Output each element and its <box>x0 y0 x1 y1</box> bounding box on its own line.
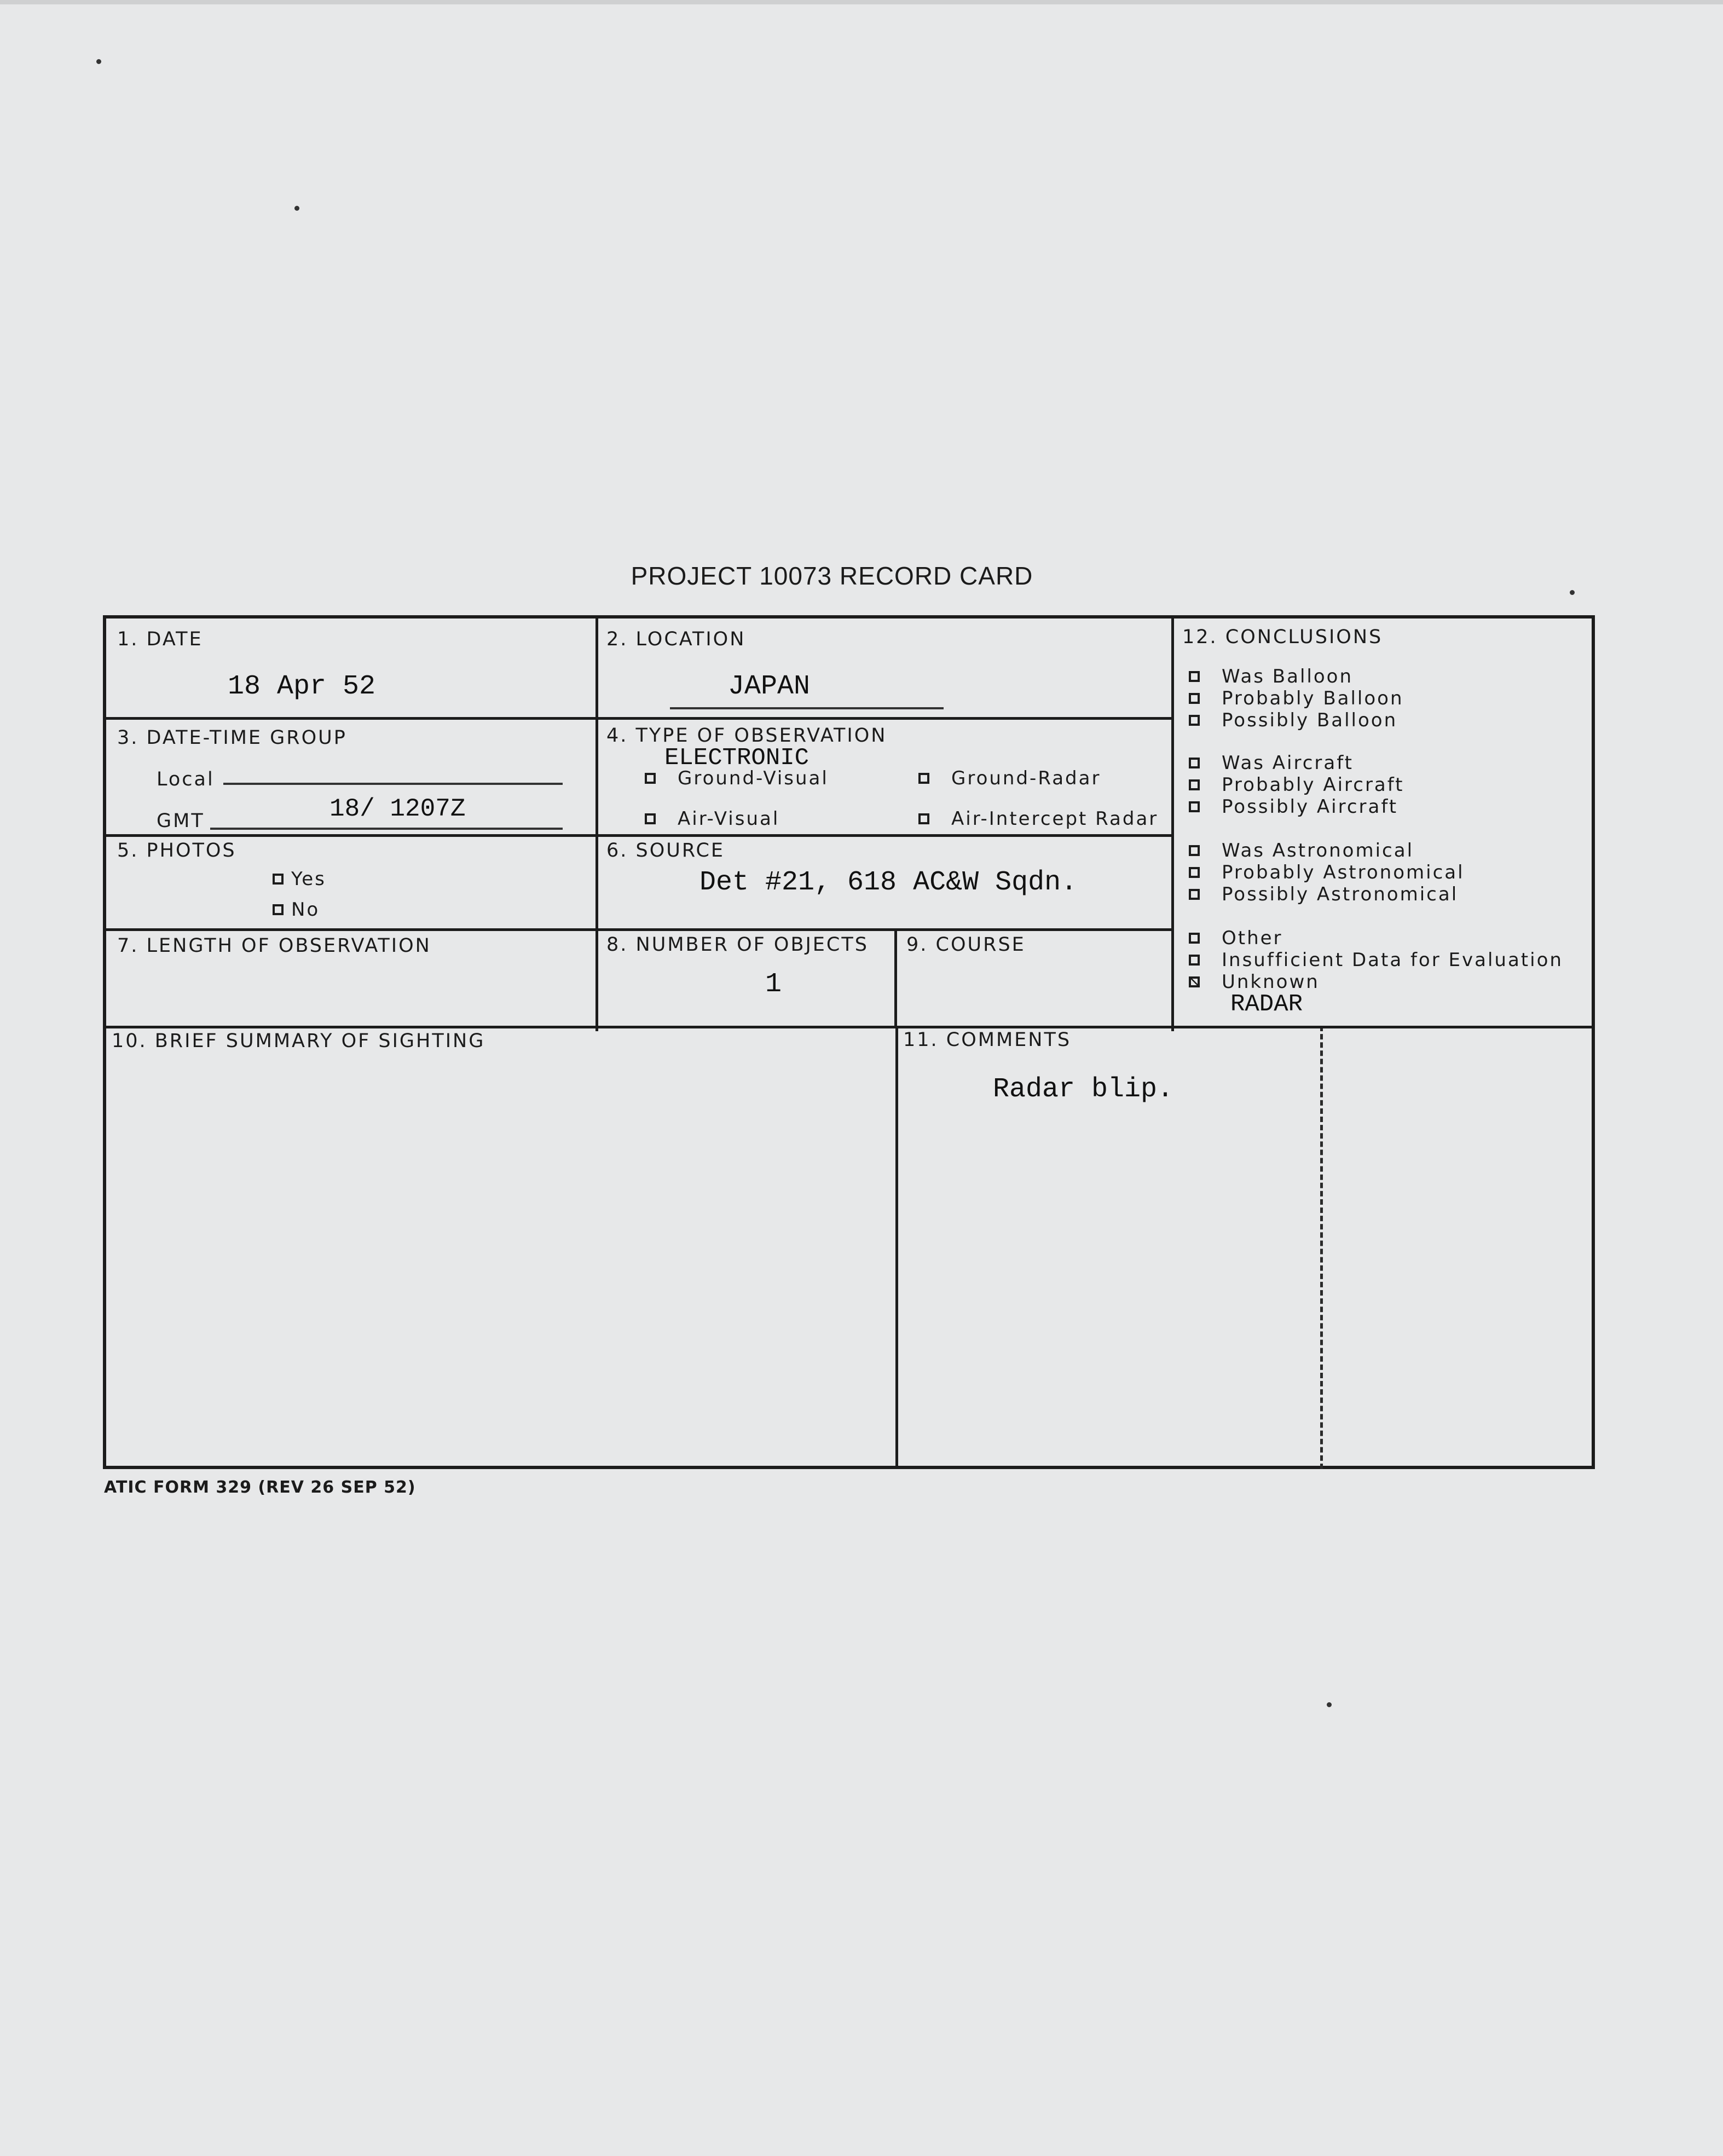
option-ground-visual[interactable]: Ground-Visual <box>645 767 829 789</box>
conclusion-was-balloon[interactable]: Was Balloon <box>1189 666 1353 687</box>
source-label: 6. SOURCE <box>606 840 725 862</box>
card-title: PROJECT 10073 RECORD CARD <box>631 562 1033 590</box>
conclusion-probably-astronomical[interactable]: Probably Astronomical <box>1189 862 1465 883</box>
checkbox-icon[interactable] <box>1189 889 1200 900</box>
divider-h-row2 <box>106 834 1172 837</box>
location-value: JAPAN <box>728 671 811 702</box>
conclusion-was-astronomical[interactable]: Was Astronomical <box>1189 840 1414 862</box>
checkbox-icon[interactable] <box>1189 715 1200 726</box>
checkbox-icon[interactable] <box>1189 693 1200 704</box>
conclusion-insufficient-data[interactable]: Insufficient Data for Evaluation <box>1189 949 1563 971</box>
divider-h-row3 <box>106 928 1172 931</box>
divider-v-comments <box>895 1026 898 1469</box>
brief-summary-label: 10. BRIEF SUMMARY OF SIGHTING <box>112 1030 485 1052</box>
checkbox-icon[interactable] <box>1189 867 1200 878</box>
conclusion-other[interactable]: Other <box>1189 927 1283 949</box>
location-label: 2. LOCATION <box>606 628 746 650</box>
checkbox-icon[interactable] <box>1189 779 1200 790</box>
photos-yes[interactable]: Yes <box>273 868 326 890</box>
divider-v-course <box>894 929 897 1028</box>
observation-typed-value: ELECTRONIC <box>664 744 810 772</box>
conclusion-unknown[interactable]: Unknown <box>1189 971 1320 993</box>
course-label: 9. COURSE <box>906 934 1026 956</box>
conclusion-possibly-balloon[interactable]: Possibly Balloon <box>1189 709 1397 731</box>
checkbox-icon[interactable] <box>273 874 284 885</box>
checkbox-icon[interactable] <box>1189 671 1200 682</box>
form-footer: ATIC FORM 329 (REV 26 SEP 52) <box>104 1478 416 1497</box>
local-line <box>223 783 563 785</box>
record-card <box>103 615 1595 1469</box>
number-of-objects-label: 8. NUMBER OF OBJECTS <box>606 934 869 956</box>
conclusion-possibly-aircraft[interactable]: Possibly Aircraft <box>1189 796 1398 818</box>
option-air-visual[interactable]: Air-Visual <box>645 808 779 830</box>
source-value: Det #21, 618 AC&W Sqdn. <box>699 867 1078 898</box>
conclusion-probably-aircraft[interactable]: Probably Aircraft <box>1189 774 1404 796</box>
conclusion-possibly-astronomical[interactable]: Possibly Astronomical <box>1189 883 1458 905</box>
checkbox-icon[interactable] <box>1189 845 1200 856</box>
date-time-group-label: 3. DATE-TIME GROUP <box>117 727 347 749</box>
date-label: 1. DATE <box>117 628 203 650</box>
divider-h-row4 <box>106 1026 1592 1028</box>
conclusions-label: 12. CONCLUSIONS <box>1182 626 1383 648</box>
divider-v-col1 <box>595 619 598 1031</box>
conclusion-was-aircraft[interactable]: Was Aircraft <box>1189 752 1354 774</box>
checkbox-icon[interactable] <box>918 813 929 824</box>
photos-label: 5. PHOTOS <box>117 840 236 862</box>
checkbox-icon[interactable] <box>1189 955 1200 966</box>
checkbox-icon[interactable] <box>273 904 284 915</box>
scan-speck <box>96 59 101 64</box>
photos-no[interactable]: No <box>273 899 320 921</box>
divider-h-row1 <box>106 717 1172 720</box>
number-of-objects-value: 1 <box>765 969 782 1000</box>
length-of-observation-label: 7. LENGTH OF OBSERVATION <box>117 935 431 957</box>
option-ground-radar[interactable]: Ground-Radar <box>918 767 1101 789</box>
checkbox-checked-icon[interactable] <box>1189 976 1200 987</box>
scan-speck <box>294 206 299 211</box>
scan-speck <box>1327 1702 1332 1707</box>
location-underline <box>670 707 944 709</box>
gmt-value: 18/ 1207Z <box>329 795 466 823</box>
option-air-intercept-radar[interactable]: Air-Intercept Radar <box>918 808 1158 830</box>
date-value: 18 Apr 52 <box>228 671 376 702</box>
divider-dashed-right <box>1320 1026 1323 1469</box>
conclusion-probably-balloon[interactable]: Probably Balloon <box>1189 687 1404 709</box>
scan-speck <box>1570 590 1575 595</box>
checkbox-icon[interactable] <box>645 813 656 824</box>
scan-top-edge <box>0 0 1723 4</box>
checkbox-icon[interactable] <box>1189 758 1200 768</box>
gmt-label: GMT <box>157 810 205 832</box>
checkbox-icon[interactable] <box>918 773 929 784</box>
checkbox-icon[interactable] <box>645 773 656 784</box>
checkbox-icon[interactable] <box>1189 933 1200 944</box>
type-of-observation-label: 4. TYPE OF OBSERVATION <box>606 725 887 747</box>
local-label: Local <box>157 768 215 790</box>
gmt-line <box>210 828 563 830</box>
checkbox-icon[interactable] <box>1189 801 1200 812</box>
conclusions-typed-note: RADAR <box>1230 991 1303 1018</box>
comments-value: Radar blip. <box>993 1074 1174 1105</box>
divider-v-conclusions <box>1171 619 1174 1031</box>
comments-label: 11. COMMENTS <box>903 1029 1072 1051</box>
